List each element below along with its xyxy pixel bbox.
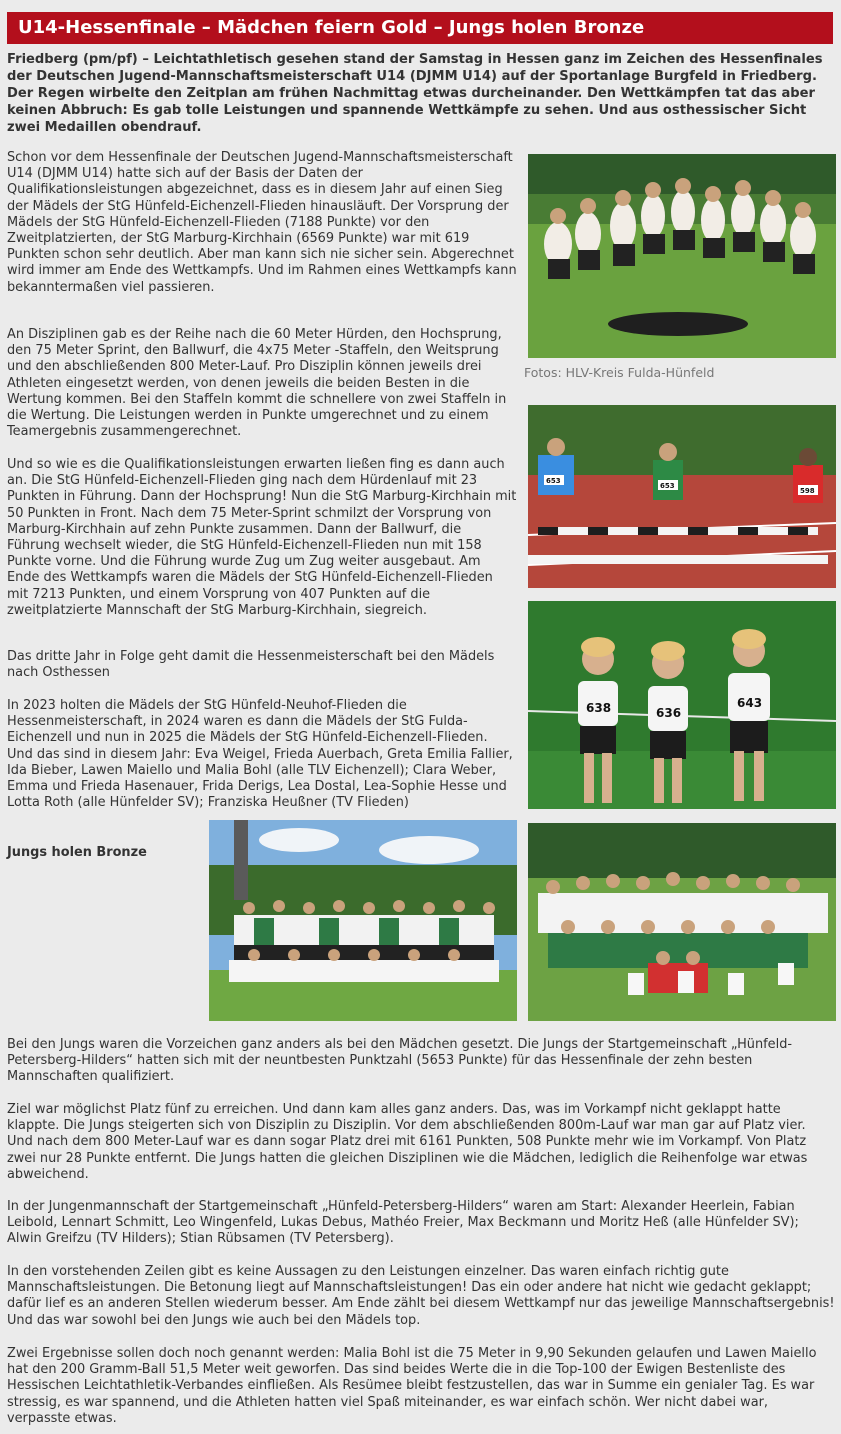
paragraph-girls-team: In 2023 holten die Mädels der StG Hünfeld-Neuhof-Flieden die Hessenmeisterschaft, in 2024 waren es dann die Mädels der StG Fulda-Eichenzell und nun in 2025 die Mädels der StG Hünfeld-Eichenzell-Flieden. Und das sind in diesem Jahr: Eva Weigel, Frieda Auerbach, Greta Emilia Fallier, Ida Bieber, Lawen Maiello und Malia Bohl (alle TLV Eichenzell); Clara Weber, Emma und Frieda Hasenauer, Frida Derigs, Lea Dostal, Lea-Sophie Hesse und Lotta Roth (alle Hünfelder SV); Franziska Heußner (TV Flieden) [7, 698, 513, 811]
paragraph-team-performance: In den vorstehenden Zeilen gibt es keine Aussagen zu den Leistungen einzelner. Das waren einfach richtig gute Mannschaftsleistungen. Die Betonung liegt auf Mannschaftsleistungen! Das ein oder andere hat nicht wie gedacht geklappt; dafür lief es an anderen Stellen wiederum besser. Am Ende zählt bei diesem Wettkampf nur das jeweilige Mannschaftsergebnis! Und das war sowohl bei den Jungs wie auch bei den Mädels top. [7, 1264, 835, 1328]
paragraph-disciplines: An Disziplinen gab es der Reihe nach die 60 Meter Hürden, den Hochsprung, den 75 Meter Sprint, den Ballwurf, die 4x75 Meter -Staffeln, den Weitsprung und den abschließenden 800 Meter-Lauf. Pro Disziplin können jeweils drei Athleten eingesetzt werden, von denen jeweils die beiden Besten in die Wertung kommen. Bei den Staffeln kommt die schnellere von zwei Staffeln in die Wertung. Die Leistungen werden in Punkte umgerechnet und zu einem Teamergebnis zusammengerechnet. [7, 327, 507, 440]
paragraph-qualification: Schon vor dem Hessenfinale der Deutschen Jugend-Mannschaftsmeisterschaft U14 (DJMM U14) hatte sich auf der Basis der Daten der Qualifikationsleistungen abgezeichnet, dass es in diesem Jahr auf einen Sieg der Mädels der StG Hünfeld-Eichenzell-Flieden hinausläuft. Der Vorsprung der Mädels der StG Hünfeld-Eichenzell-Flieden (7188 Punkte) vor den Zweitplatzierten, der StG Marburg-Kirchhain (6569 Punkte) war mit 619 Punkten schon sehr deutlich. Aber man kann sich nie sicher sein. Abgerechnet wird immer am Ende des Wettkampfs. Und im Rahmen eines Wettkampfs kann bekanntermaßen viel passieren. [7, 150, 517, 295]
bib-label: 643 [737, 696, 763, 710]
paragraph-boys-qualification: Bei den Jungs waren die Vorzeichen ganz anders als bei den Mädchen gesetzt. Die Jungs der Startgemeinschaft „Hünfeld-Petersberg-Hilders“ hatten sich mit der neuntbesten Punktzahl (5653 Punkte) für das Hessenfinale der zehn besten Mannschaften qualifiziert. [7, 1037, 793, 1085]
article-lead: Friedberg (pm/pf) – Leichtathletisch gesehen stand der Samstag in Hessen ganz im Zeichen des Hessenfinales der Deutschen Jugend-Mannschaftsmeisterschaft U14 (DJMM U14) auf der Sportanlage Burgfeld in Friedberg. Der Regen wirbelte den Zeitplan am frühen Nachmittag etwas durcheinander. Den Wettkämpfen tat das aber keinen Abbruch: Es gab tolle Leistungen und spannende Wettkämpfe zu sehen. Und aus osthessischer Sicht zwei Medaillen obendrauf. [7, 52, 823, 135]
bib-label: 653 [660, 482, 675, 490]
photo-girls-team [528, 154, 836, 358]
photo-caption: Fotos: HLV-Kreis Fulda-Hünfeld [524, 365, 715, 380]
photo-hurdles-race [528, 405, 836, 588]
article-title: U14-Hessenfinale – Mädchen feiern Gold – Jungs holen Bronze [7, 12, 833, 44]
bib-label: 653 [546, 477, 561, 485]
bib-label: 638 [586, 701, 612, 715]
paragraph-highlights: Zwei Ergebnisse sollen doch noch genannt werden: Malia Bohl ist die 75 Meter in 9,90 Sekunden gelaufen und Lawen Maiello hat den 200 Gramm-Ball 51,5 Meter weit geworfen. Das sind beides Werte die in die Top-100 der Ewigen Bestenliste des Hessischen Leichtathletik-Verbandes einfließen. Als Resümee bleibt festzustellen, das war in Summe ein genialer Tag. Es war stressig, es war spannend, und die Athleten hatten viel Spaß miteinander, es war einfach schön. Wer nicht dabei war, verpasste etwas. [7, 1346, 817, 1426]
paragraph-race-progress: Und so wie es die Qualifikationsleistungen erwarten ließen fing es dann auch an. Die StG Hünfeld-Eichenzell-Flieden ging nach dem Hürdenlauf mit 23 Punkten in Führung. Dann der Hochsprung! Nun die StG Marburg-Kirchhain mit 50 Punkten in Front. Nach dem 75 Meter-Sprint schmilzt der Vorsprung von Marburg-Kirchhain auf zehn Punkte zusammen. Dann der Ballwurf, die Führung wechselt wieder, die StG Hünfeld-Eichenzell-Flieden nun mit 158 Punkte vorne. Und die Führung wurde Zug um Zug weiter ausgebaut. Am Ende des Wettkampfs waren die Mädels der StG Hünfeld-Eichenzell-Flieden mit 7213 Punkten, und einem Vorsprung von 407 Punkten auf die zweitplatzierte Mannschaft der StG Marburg-Kirchhain, siegreich. [7, 457, 517, 618]
bib-label: 636 [656, 706, 682, 720]
photo-three-girls [528, 601, 836, 809]
paragraph-third-year: Das dritte Jahr in Folge geht damit die Hessenmeisterschaft bei den Mädels nach Osthessen [7, 649, 495, 681]
photo-group-right [528, 823, 836, 1021]
paragraph-boys-team: In der Jungenmannschaft der Startgemeinschaft „Hünfeld-Petersberg-Hilders“ waren am Start: Alexander Heerlein, Fabian Leibold, Lennart Schmitt, Leo Wingenfeld, Lukas Debus, Mathéo Freier, Max Beckmann und Moritz Heß (alle Hünfelder SV); Alwin Greifzu (TV Hilders); Stian Rübsamen (TV Petersberg). [7, 1199, 799, 1247]
bib-label: 598 [800, 487, 815, 495]
subheading-boys-bronze: Jungs holen Bronze [7, 845, 147, 860]
photo-group-left [209, 820, 517, 1021]
paragraph-boys-progress: Ziel war möglichst Platz fünf zu erreichen. Und dann kam alles ganz anders. Das, was im Vorkampf nicht geklappt hatte klappte. Die Jungs steigerten sich von Disziplin zu Disziplin. Vor dem abschließenden 800m-Lauf war man gar auf Platz vier. Und nach dem 800 Meter-Lauf war es dann sogar Platz drei mit 6161 Punkten, 508 Punkte mehr wie im Vorkampf. Von Platz zwei nur 28 Punkte entfernt. Die Jungs hatten die gleichen Disziplinen wie die Mädchen, lediglich die Reihenfolge war etwas abweichend. [7, 1102, 808, 1182]
